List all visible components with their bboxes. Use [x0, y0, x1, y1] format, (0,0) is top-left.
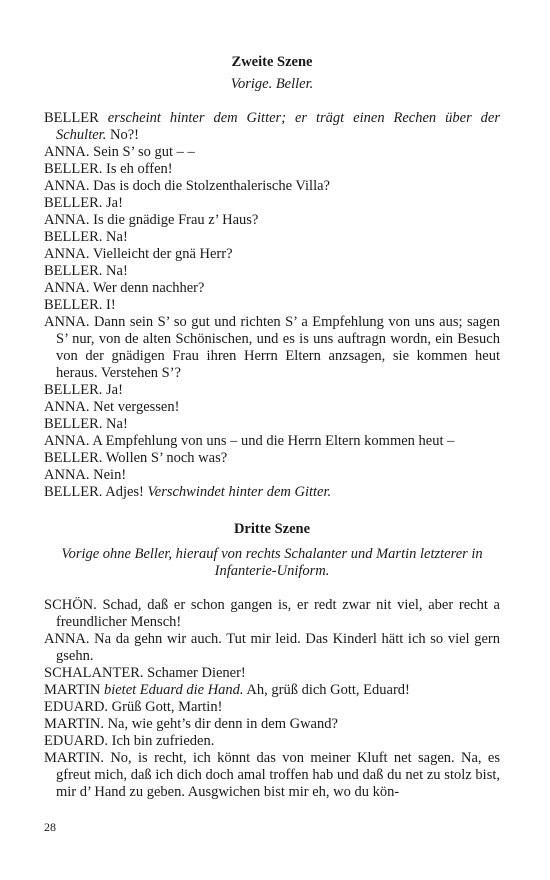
- speaker-name: BELLER: [44, 110, 99, 126]
- speech-text: Vielleicht der gnä Herr?: [89, 246, 233, 262]
- scene-title: Zweite Szene: [231, 54, 313, 70]
- dialogue-line: [44, 144, 500, 161]
- speaker-name: BELLER.: [44, 263, 103, 279]
- stage-direction: erscheint hinter dem Gitter; er trägt einen Rechen über der Schulter.: [56, 110, 501, 143]
- speaker-name: EDUARD.: [44, 699, 109, 715]
- speech-text: I!: [102, 297, 116, 313]
- scene-cast: Vorige ohne Beller, hierauf von rechts Schalanter und Martin letzterer in Infanterie-Uniform.: [61, 546, 483, 579]
- speech-text: Schad, daß er schon gangen is, er redt zwar nit viel, aber recht a freundlicher Mensch!: [56, 597, 500, 630]
- speaker-name: MARTIN.: [44, 716, 104, 732]
- speech-text: Is die gnädige Frau z’ Haus?: [89, 212, 259, 228]
- speaker-name: ANNA.: [44, 467, 90, 483]
- dialogue-line: [44, 212, 500, 229]
- dialogue-block: [44, 597, 500, 801]
- speaker-name: BELLER.: [44, 484, 103, 500]
- stage-direction: bietet Eduard die Hand.: [103, 682, 244, 698]
- speech-text: Ja!: [102, 195, 123, 211]
- speech-text: Schamer Diener!: [143, 665, 246, 681]
- dialogue-line: [44, 280, 500, 297]
- speech-text: Is eh offen!: [102, 161, 173, 177]
- speech-text: Net vergessen!: [89, 399, 180, 415]
- speech-text: Grüß Gott, Martin!: [108, 699, 223, 715]
- speaker-name: BELLER.: [44, 450, 103, 466]
- speech-text: Ich bin zufrieden.: [108, 733, 215, 749]
- speaker-name: SCHALANTER.: [44, 665, 144, 681]
- dialogue-line: [44, 178, 500, 195]
- dialogue-line: [44, 665, 500, 682]
- speech-text: Ah, grüß dich Gott, Eduard!: [243, 682, 410, 698]
- speech-text: Na!: [102, 263, 128, 279]
- dialogue-line: [44, 733, 500, 750]
- dialogue-line: [44, 416, 500, 433]
- speech-text: Nein!: [89, 467, 127, 483]
- speech-text: Das is doch die Stolzenthalerische Villa?: [89, 178, 330, 194]
- speaker-name: BELLER.: [44, 195, 103, 211]
- dialogue-line: [44, 750, 500, 801]
- speaker-name: ANNA.: [44, 280, 90, 296]
- dialogue-line: [44, 110, 500, 144]
- speaker-name: ANNA.: [44, 399, 90, 415]
- speaker-name: ANNA.: [44, 631, 90, 647]
- dialogue-block: [44, 110, 500, 501]
- scene-title: Dritte Szene: [233, 521, 311, 537]
- stage-direction: Verschwindet hinter dem Gitter.: [147, 484, 332, 500]
- speech-text: Sein S’ so gut – –: [89, 144, 195, 160]
- speaker-name: BELLER.: [44, 382, 103, 398]
- speaker-name: BELLER.: [44, 161, 103, 177]
- dialogue-line: [44, 161, 500, 178]
- dialogue-line: [44, 467, 500, 484]
- dialogue-line: [44, 382, 500, 399]
- speaker-name: MARTIN.: [44, 750, 104, 766]
- speaker-name: MARTIN: [44, 682, 101, 698]
- dialogue-line: [44, 229, 500, 246]
- speaker-name: ANNA.: [44, 314, 90, 330]
- page-number: 28: [44, 820, 56, 834]
- dialogue-line: [44, 484, 500, 501]
- dialogue-line: [44, 246, 500, 263]
- speech-text: Wollen S’ noch was?: [102, 450, 228, 466]
- speech-text: Adjes!: [102, 484, 148, 500]
- speech-text: No?!: [106, 127, 139, 143]
- speaker-name: BELLER.: [44, 416, 103, 432]
- dialogue-line: [44, 716, 500, 733]
- dialogue-line: [44, 682, 500, 699]
- speaker-name: SCHÖN.: [44, 597, 97, 613]
- dialogue-line: [44, 297, 500, 314]
- dialogue-line: [44, 597, 500, 631]
- dialogue-line: [44, 631, 500, 665]
- speaker-name: ANNA.: [44, 433, 90, 449]
- dialogue-line: [44, 699, 500, 716]
- speech-text: Ja!: [102, 382, 123, 398]
- speaker-name: ANNA.: [44, 246, 90, 262]
- speech-text: Dann sein S’ so gut und richten S’ a Empfehlung von uns aus; sagen S’ nur, von de alten Schönischen, und es is uns auftragn wordn, ein Besuch von der gnädigen Frau ihren Herrn Eltern anzsagen, sie kommen heut heraus. Verstehen S’?: [56, 314, 500, 381]
- dialogue-line: [44, 314, 500, 382]
- speech-text: A Empfehlung von uns – und die Herrn Eltern kommen heut –: [89, 433, 455, 449]
- speech-text: No, is recht, ich könnt das von meiner Kluft net sagen. Na, es gfreut mich, daß ich dich doch amal troffen hab und daß du net zu stolz bist, mir d’ Hand zu geben. Ausgwichen bist mir eh, wo du kön-: [56, 750, 500, 800]
- dialogue-line: [44, 263, 500, 280]
- speech-text: Na, wie geht’s dir denn in dem Gwand?: [103, 716, 338, 732]
- speech-text: Na!: [102, 229, 128, 245]
- speaker-name: EDUARD.: [44, 733, 109, 749]
- dialogue-line: [44, 450, 500, 467]
- speaker-name: ANNA.: [44, 178, 90, 194]
- speaker-name: BELLER.: [44, 229, 103, 245]
- dialogue-line: [44, 433, 500, 450]
- speech-text: Na da gehn wir auch. Tut mir leid. Das Kinderl hätt ich so viel gern gsehn.: [56, 631, 500, 664]
- dialogue-line: [44, 399, 500, 416]
- speech-text: Wer denn nachher?: [89, 280, 205, 296]
- dialogue-line: [44, 195, 500, 212]
- speaker-name: ANNA.: [44, 144, 90, 160]
- speech-text: Na!: [102, 416, 128, 432]
- speaker-name: BELLER.: [44, 297, 103, 313]
- speaker-name: ANNA.: [44, 212, 90, 228]
- scene-cast: Vorige. Beller.: [230, 76, 314, 92]
